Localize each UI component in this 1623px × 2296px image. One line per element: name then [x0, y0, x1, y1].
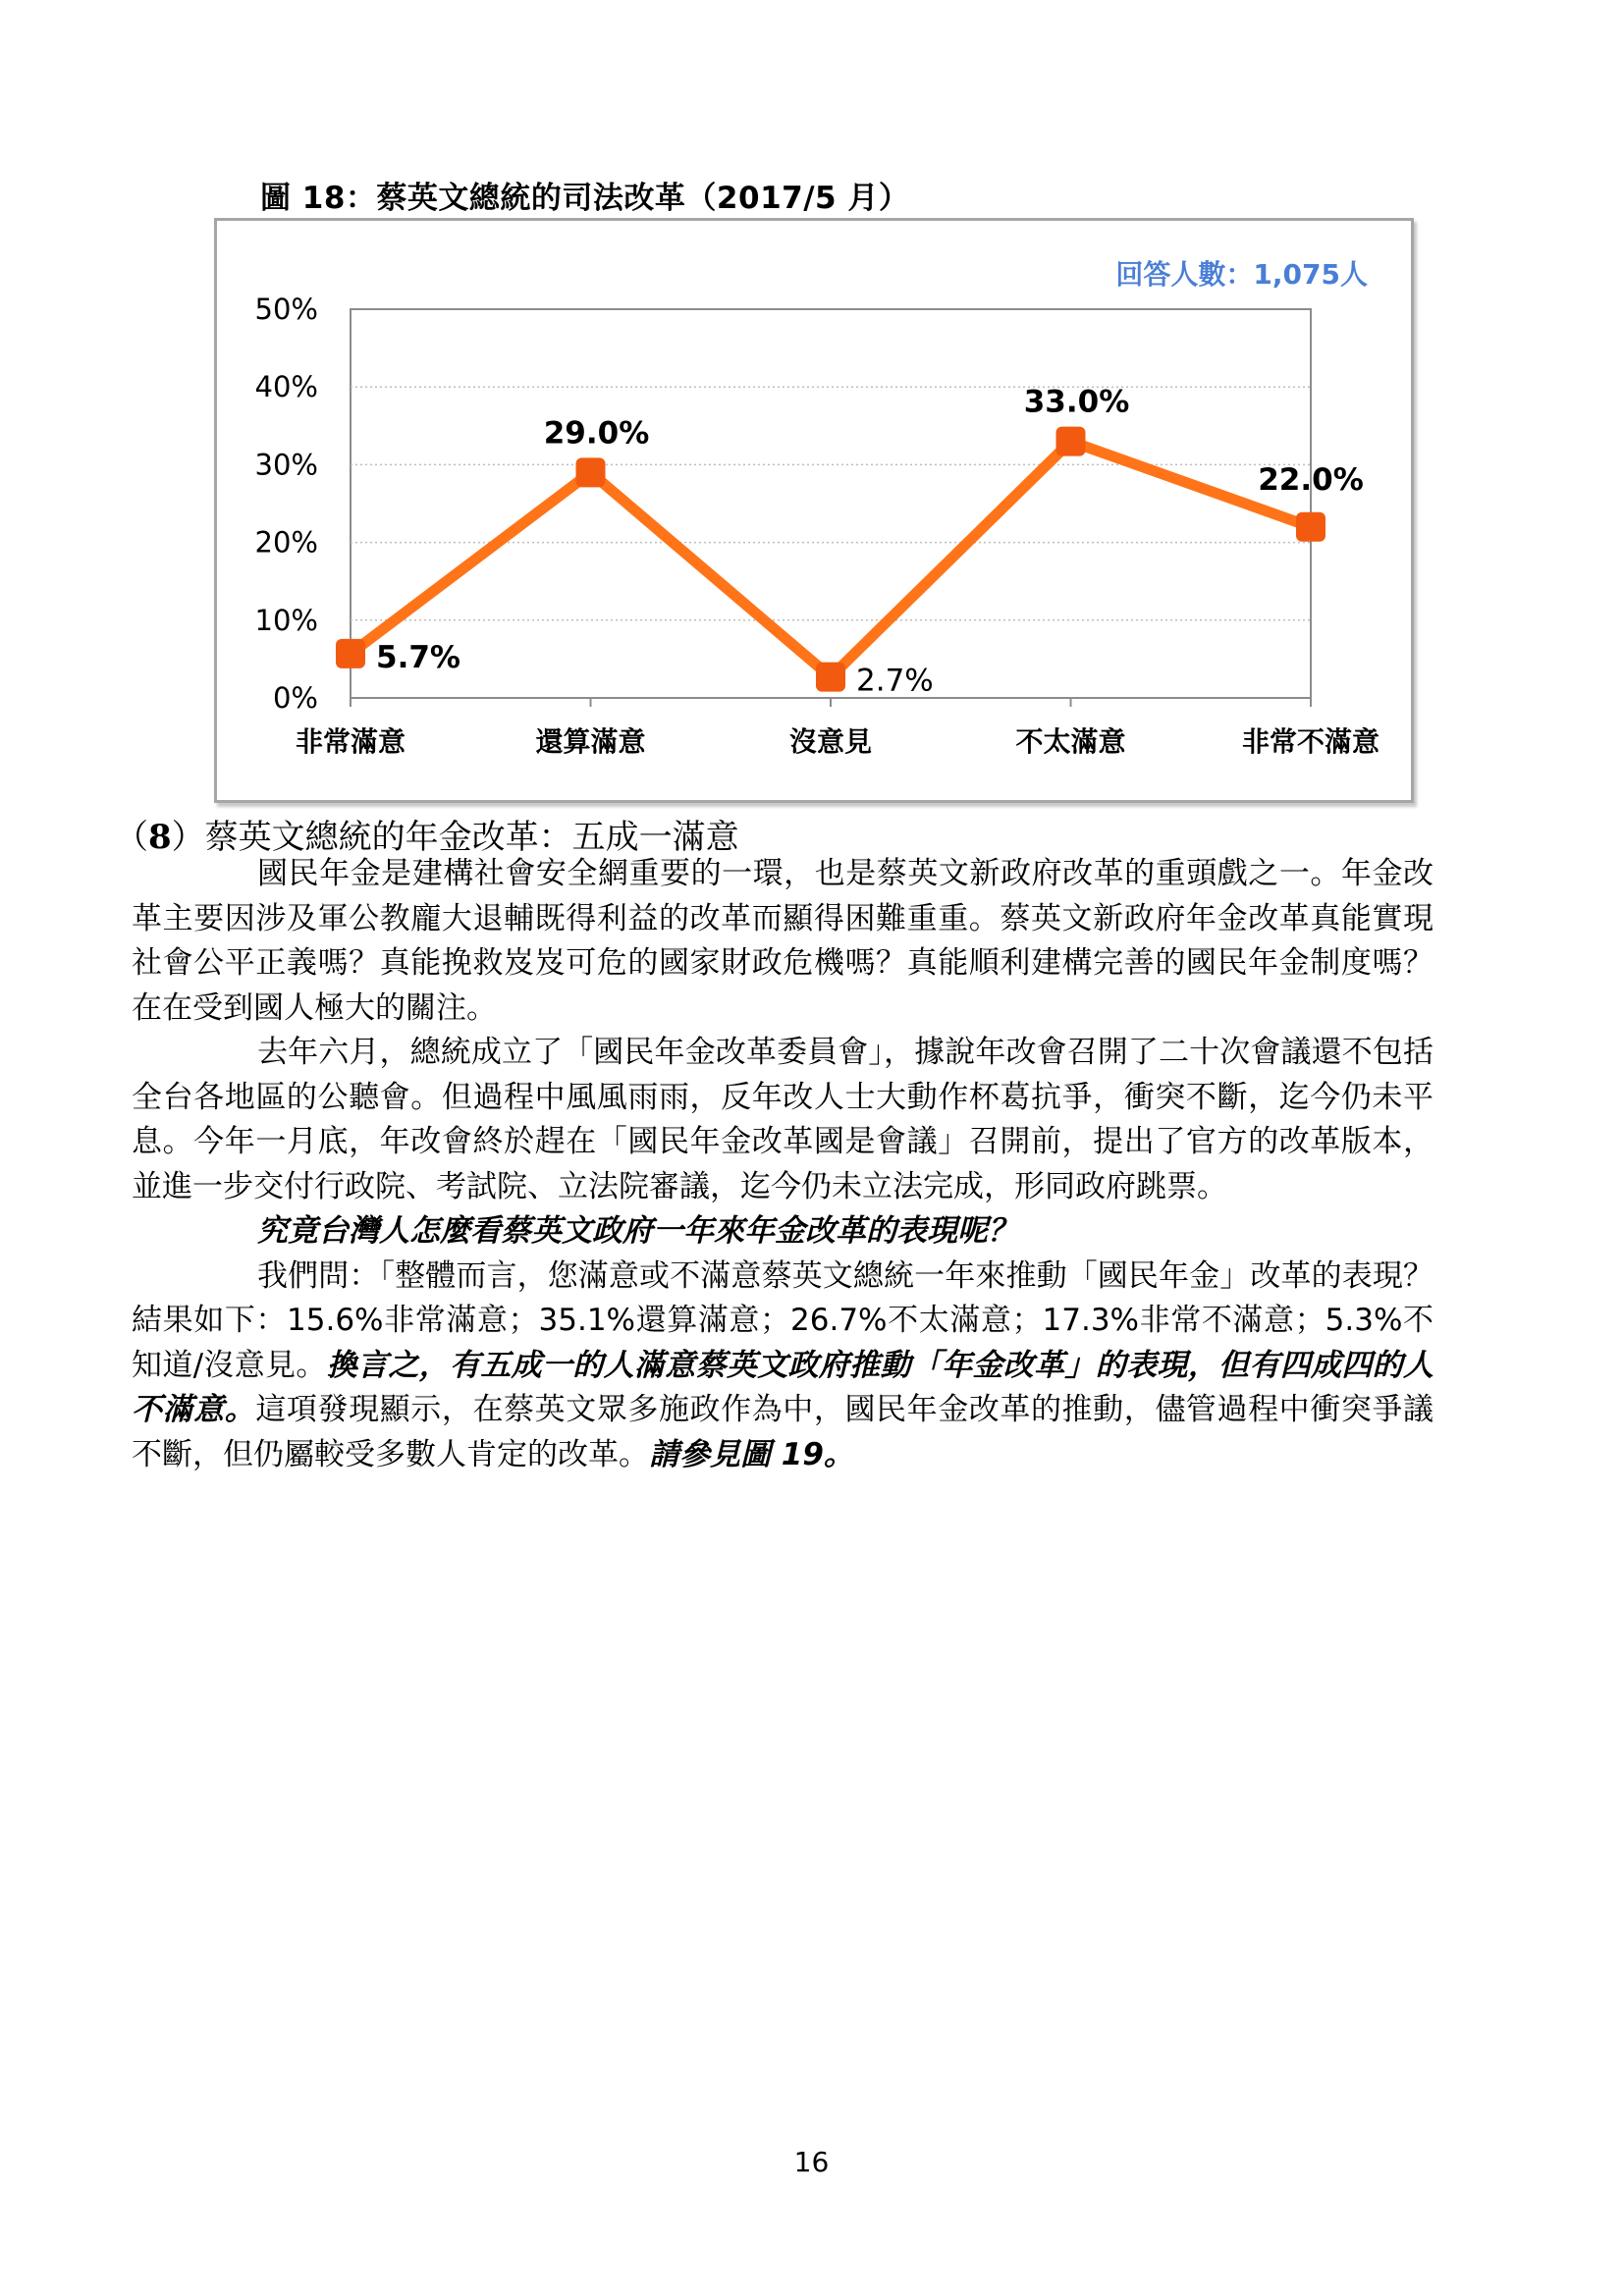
paragraph-question: 究竟台灣人怎麼看蔡英文政府一年來年金改革的表現呢？ — [257, 1213, 1018, 1249]
data-point-marker — [1056, 427, 1086, 456]
x-tick-label: 還算滿意 — [535, 725, 646, 758]
y-tick-label: 30% — [254, 448, 318, 482]
paragraph-4-figure-ref: 請參見圖 19。 — [649, 1436, 854, 1472]
paragraph-4-results: 我們問：「整體而言，您滿意或不滿意蔡英文總統一年來推動「國民年金」改革的表現？結果如下：15.6%非常滿意；35.1%還算滿意；26.7%不太滿意；17.3%非常不滿意；5.3%不知道/沒意見。 — [132, 1257, 1434, 1383]
y-tick-label: 0% — [272, 681, 318, 715]
plot-area — [351, 309, 1311, 698]
x-tick-label: 不太滿意 — [1015, 725, 1126, 758]
y-tick-label: 20% — [254, 525, 318, 560]
section-heading: （8）蔡英文總統的年金改革：五成一滿意 — [115, 818, 739, 857]
paragraph-2: 去年六月，總統成立了「國民年金改革委員會」，據說年改會召開了二十次會議還不包括全台各地區的公聽會。但過程中風風雨雨，反年改人士大動作杯葛抗爭，衝突不斷，迄今仍未平息。今年一月底，年改會終於趕在「國民年金改革國是會議」召開前，提出了官方的改革版本，並進一步交付行政院、考試院、立法院審議，迄今仍未立法完成，形同政府跳票。 — [132, 1035, 1434, 1204]
section-number: 8 — [148, 818, 172, 857]
x-tick-label: 非常滿意 — [295, 725, 406, 758]
data-label: 5.7% — [376, 639, 460, 675]
data-point-marker — [576, 457, 606, 487]
section-title: 蔡英文總統的年金改革：五成一滿意 — [204, 818, 739, 857]
y-tick-label: 40% — [254, 370, 318, 404]
chart-frame — [214, 218, 1414, 803]
data-label: 33.0% — [1023, 384, 1130, 420]
y-tick-label: 10% — [254, 603, 318, 637]
data-label: 22.0% — [1258, 461, 1364, 498]
respondents-note: 回答人數：1,075人 — [1115, 258, 1368, 291]
data-point-marker — [816, 663, 845, 692]
body-text — [132, 852, 1434, 1477]
page-number: 16 — [793, 2146, 830, 2178]
x-tick-label: 非常不滿意 — [1241, 725, 1380, 758]
line-chart — [217, 221, 1411, 800]
y-tick-label: 50% — [254, 293, 318, 326]
paragraph-4 — [132, 1255, 1434, 1478]
series-line — [351, 442, 1311, 677]
data-label: 29.0% — [543, 415, 650, 452]
paragraph-1: 國民年金是建構社會安全網重要的一環，也是蔡英文新政府改革的重頭戲之一。年金改革主要因涉及軍公教龐大退輔既得利益的改革而顯得困難重重。蔡英文新政府年金改革真能實現社會公平正義嗎？真能挽救岌岌可危的國家財政危機嗎？真能順利建構完善的國民年金制度嗎？在在受到國人極大的關注。 — [132, 856, 1434, 1026]
data-label: 2.7% — [856, 663, 934, 699]
paragraph-4-emphasis: 換言之，有五成一的人滿意蔡英文政府推動「年金改革」的表現，但有四成四的人不滿意。 — [132, 1347, 1434, 1427]
data-point-marker — [1296, 512, 1325, 542]
figure-caption: 圖 18：蔡英文總統的司法改革（2017/5 月） — [260, 181, 910, 216]
x-tick-label: 沒意見 — [788, 725, 873, 758]
paragraph-4-finding: 這項發現顯示，在蔡英文眾多施政作為中，國民年金改革的推動，儘管過程中衝突爭議不斷，但仍屬較受多數人肯定的改革。 — [132, 1392, 1434, 1472]
data-point-marker — [336, 639, 365, 668]
